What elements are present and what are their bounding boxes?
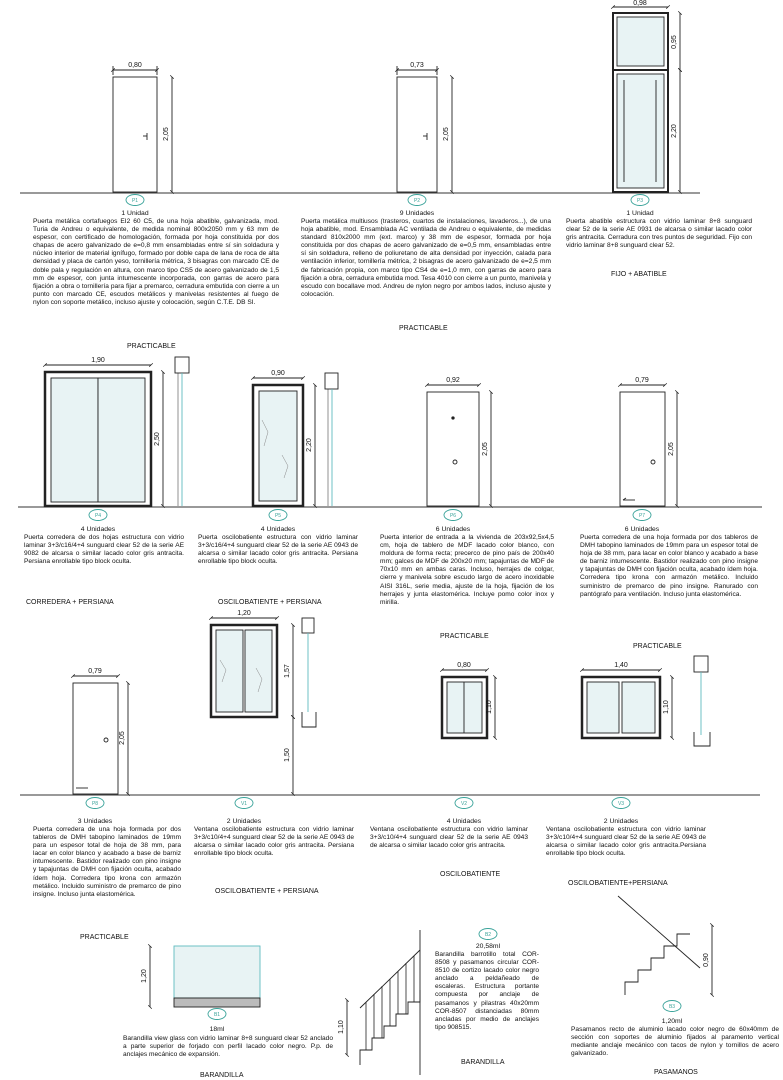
v1-title: OSCILOBATIENTE + PERSIANA	[215, 888, 319, 895]
p8-count: 3 Unidades	[77, 818, 113, 825]
b1-description: Barandilla view glass con vidrio laminar 8+8 sunguard clear 52 anclado a parte superior de forjado con perfil lacado color negro. P.p. de anclajes mecánico de expansión.	[123, 1035, 333, 1059]
p4-title: CORREDERA + PERSIANA	[26, 599, 114, 606]
p1-width-label: 0,80	[128, 62, 142, 69]
p4-height-label: 2,50	[154, 432, 161, 446]
p7-width-label: 0,79	[635, 377, 649, 384]
tag-v3: V3	[617, 801, 625, 807]
p5-title: OSCILOBATIENTE + PERSIANA	[218, 599, 322, 606]
item-b2-drawing	[347, 930, 420, 1075]
v3-width-label: 1,40	[614, 662, 628, 669]
tag-p5: P5	[274, 513, 282, 519]
v1-width-label: 1,20	[237, 610, 251, 617]
tag-p3: P3	[636, 198, 644, 204]
p2-title: PRACTICABLE	[399, 325, 448, 332]
p8-width-label: 0,79	[88, 668, 102, 675]
tag-b3: B3	[668, 1004, 676, 1010]
tag-v1: V1	[240, 801, 248, 807]
b3-count: 1,20ml	[661, 1018, 683, 1025]
p1-description: Puerta metálica cortafuegos EI2 60 C5, de una hoja abatible, galvanizada, mod. Turia de Andreu o equivalente, de medida nominal 800x2050 mm y 63 mm de espesor, con certificado de homologación, formada por hoja constituida por dos chapas de acero galvanizado de e=0,8 mm ensambladas entre sí sin soldadura y núcleo interior de material ignífugo, formado por doble capa de lana de roca de alta densidad y placa de cartón yeso, tornillería métrica, 3 bisagras con marcado CE de doble pala y regulación en altura, con marco tipo CS5 de acero galvanizado de 1,5 mm de espesor, con junta intumescente incorporada, con garras de acero para fijación a obra o tornillería para fijar a premarco, cerradura embutida con cierre a un punto con marcado CE, escudos metálicos y manivelas resistentes al fuego de nylon con soporte metálico, incluso ajuste y colocación, según C.T.E. DB SI.	[33, 218, 279, 306]
b3-height-label: 0,90	[703, 953, 710, 967]
p5-count: 4 Unidades	[260, 526, 296, 533]
b2-height-label: 1,10	[338, 1020, 345, 1034]
p6-height-label: 2,05	[482, 442, 489, 456]
p6-title: PRACTICABLE	[440, 633, 489, 640]
p4-description: Puerta corredera de dos hojas estructura con vidrio laminar 3+3/c16/4+4 sunguard clear 52 de la serie AE 9082 de alcarsa o similar lacado color gris antracita. Persiana enrollable tipo block oculta.	[24, 534, 184, 566]
b3-title: PASAMANOS	[654, 1069, 698, 1076]
p5-description: Puerta oscilobatiente estructura con vidrio laminar 3+3/c16/4+4 sunguard clear 52 de la serie AE 0943 de alcarsa o similar lacado color gris antracita. Persiana enrollable tipo block oculta.	[198, 534, 358, 566]
tag-p8: P8	[91, 801, 99, 807]
item-b3-drawing	[618, 896, 712, 995]
v2-title: OSCILOBATIENTE	[440, 871, 501, 878]
p2-height-label: 2,05	[443, 127, 450, 141]
v2-width-label: 0,80	[457, 662, 471, 669]
tag-b1: B1	[213, 1012, 221, 1018]
v3-title: OSCILOBATIENTE+PERSIANA	[568, 880, 668, 887]
p6-width-label: 0,92	[446, 377, 460, 384]
v2-description: Ventana oscilobatiente estructura con vidrio laminar 3+3/c10/4+4 sunguard clear 52 de la serie AE 0943 de alcarsa o similar lacado color gris antracita.	[370, 826, 528, 850]
tag-p1: P1	[131, 198, 139, 204]
item-p4-drawing	[45, 357, 189, 506]
p1-count: 1 Unidad	[121, 210, 149, 217]
p2-description: Puerta metálica multiusos (trasteros, cuartos de instalaciones, lavaderos...), de una hoja abatible, mod. Ensamblada AC ventilada de Andreu o equivalente, de medidas standard 810x2000 mm (ext. marco) y 38 mm de espesor, formada por hoja constituida por dos chapas de acero galvanizado de e=0,5 mm, ensambladas entre sí sin soldadura, relleno de poliuretano de alta densidad por inyección, calada para ventilación inferior, tornillería métrica, 2 bisagras de acero galvanizado de e=2,5 mm de fabricación propia, con marco tipo CS4 de e=1,0 mm, con garras de acero para fijación a obra, cerradura embutida mod. Tesa 4010 con cierre a un punto, manivela y escudo con bocallave mod. Andreu de nylon negro por ambos lados, incluso ajuste y colocación.	[301, 218, 551, 298]
b2-title: BARANDILLA	[461, 1059, 505, 1066]
tag-p4: P4	[94, 513, 102, 519]
p8-description: Puerta corredera de una hoja formada por dos tableros de DMH tabopino laminados de 19mm para un espesor total de hoja de 38 mm, para lacar en color blanco y acabado a base de barniz intumescente. Bastidor realizado con pino insigne y tapajuntas de DMH con fijación oculta, acabado ídem hoja. Corredera tipo krona con armazón metálico. Incluido suministro de premarco de pino insigne. Incluso junta elastomérica.	[33, 826, 181, 898]
b1-title: BARANDILLA	[200, 1072, 244, 1079]
b2-count: 20,58ml	[475, 943, 501, 950]
p5-height-label: 2,20	[306, 438, 313, 452]
v2-count: 4 Unidades	[446, 818, 482, 825]
b2-description: Barandilla barrotillo total COR-8508 y pasamanos circular COR-8510 de cortizo lacado color negro anclado a peldañeado de escaleras. Estructura portante compuesta por anclaje de pasamanos y pilastras 40x20mm COR-8507 distanciadas 80mm ancladas por medio de anclajes tipo 908515.	[435, 951, 539, 1031]
item-v3-drawing	[582, 656, 710, 746]
p6-description: Puerta interior de entrada a la vivienda de 203x92,5x4,5 cm, hoja de tablero de MDF lacado color blanco, con moldura de forma recta; precerco de pino país de 200x40 mm; galces de MDF de 200x20 mm; tapajuntas de MDF de 70x10 mm en ambas caras. Incluso, herrajes de colgar, cierre y manivela sobre escudo largo de acero inoxidable AISI 316L, serie media, ajuste de la hoja, fijación de los herrajes y junta elastomérica. Incluye pomo color inox y mirilla.	[380, 534, 554, 606]
v3-description: Ventana oscilobatiente estructura con vidrio laminar 3+3/c10/4+4 sunguard clear 52 de la serie AE 0943 de alcarsa o similar lacado color gris antracita.Persiana enrollable tipo block oculta.	[546, 826, 706, 858]
v1-height-label: 1,57	[284, 664, 291, 678]
v1-description: Ventana oscilobatiente estructura con vidrio laminar 3+3/c10/4+4 sunguard clear 52 de la serie AE 0943 de alcarsa o similar lacado color gris antracita. Persiana enrollable tipo block oculta.	[194, 826, 354, 858]
p2-width-label: 0,73	[410, 62, 424, 69]
p3-description: Puerta abatible estructura con vidrio laminar 8+8 sunguard clear 52 de la serie AE 0931 de alcarsa o similar lacado color gris antracita. Cerradura con tres puntos de seguridad. Fijo con vidrio laminar 8+8 sunguard clear 52.	[566, 218, 752, 250]
v2-height-label: 1,10	[486, 700, 493, 714]
p7-title: PRACTICABLE	[633, 643, 682, 650]
b1-height-label: 1,20	[141, 969, 148, 983]
tag-b2: B2	[484, 932, 492, 938]
p3-top-label: 0,95	[671, 35, 678, 49]
p8-title: PRACTICABLE	[80, 934, 129, 941]
b3-description: Pasamanos recto de aluminio lacado color negro de 60x40mm de sección con soportes de aluminio fijados al paramento vertical mediante anclaje mecánico con tacos de nylon y tornillos de acero galvanizado.	[571, 1026, 779, 1058]
b1-count: 18ml	[209, 1026, 225, 1033]
p1-title: PRACTICABLE	[127, 343, 176, 350]
p2-count: 9 Unidades	[399, 210, 435, 217]
p3-title: FIJO + ABATIBLE	[611, 271, 667, 278]
v3-height-label: 1,10	[663, 700, 670, 714]
p3-count: 1 Unidad	[626, 210, 654, 217]
v1-count: 2 Unidades	[226, 818, 262, 825]
p7-count: 6 Unidades	[624, 526, 660, 533]
p4-width-label: 1,90	[91, 357, 105, 364]
tag-v2: V2	[460, 801, 468, 807]
tag-p7: P7	[638, 513, 646, 519]
v3-count: 2 Unidades	[603, 818, 639, 825]
p3-width-label: 0,98	[633, 0, 647, 7]
p1-height-label: 2,05	[163, 127, 170, 141]
p6-count: 6 Unidades	[435, 526, 471, 533]
tag-p6: P6	[449, 513, 457, 519]
p3-height-label: 2,20	[671, 124, 678, 138]
v1-sill-label: 1,50	[284, 748, 291, 762]
item-b1-drawing	[150, 946, 260, 1007]
p7-height-label: 2,05	[668, 442, 675, 456]
p4-count: 4 Unidades	[80, 526, 116, 533]
tag-p2: P2	[413, 198, 421, 204]
p7-description: Puerta corredera de una hoja formada por dos tableros de DMH tabopino laminados de 19mm para un espesor total de hoja de 38 mm, para lacar en color blanco y acabado a base de barniz intumescente. Bastidor realizado con pino insigne y tapajuntas de DMH con fijación oculta, acabado ídem hoja. Corredera tipo krona con armazón metálico. Incluido suministro de premarco de pino insigne. Ranurado con pantógrafo para ventilación. Incluso junta elastomérica.	[580, 534, 758, 598]
p5-width-label: 0,90	[271, 370, 285, 377]
p8-height-label: 2,05	[119, 731, 126, 745]
item-p3-drawing	[613, 7, 680, 192]
item-v1-drawing	[211, 618, 316, 794]
item-p5-drawing	[253, 373, 338, 506]
